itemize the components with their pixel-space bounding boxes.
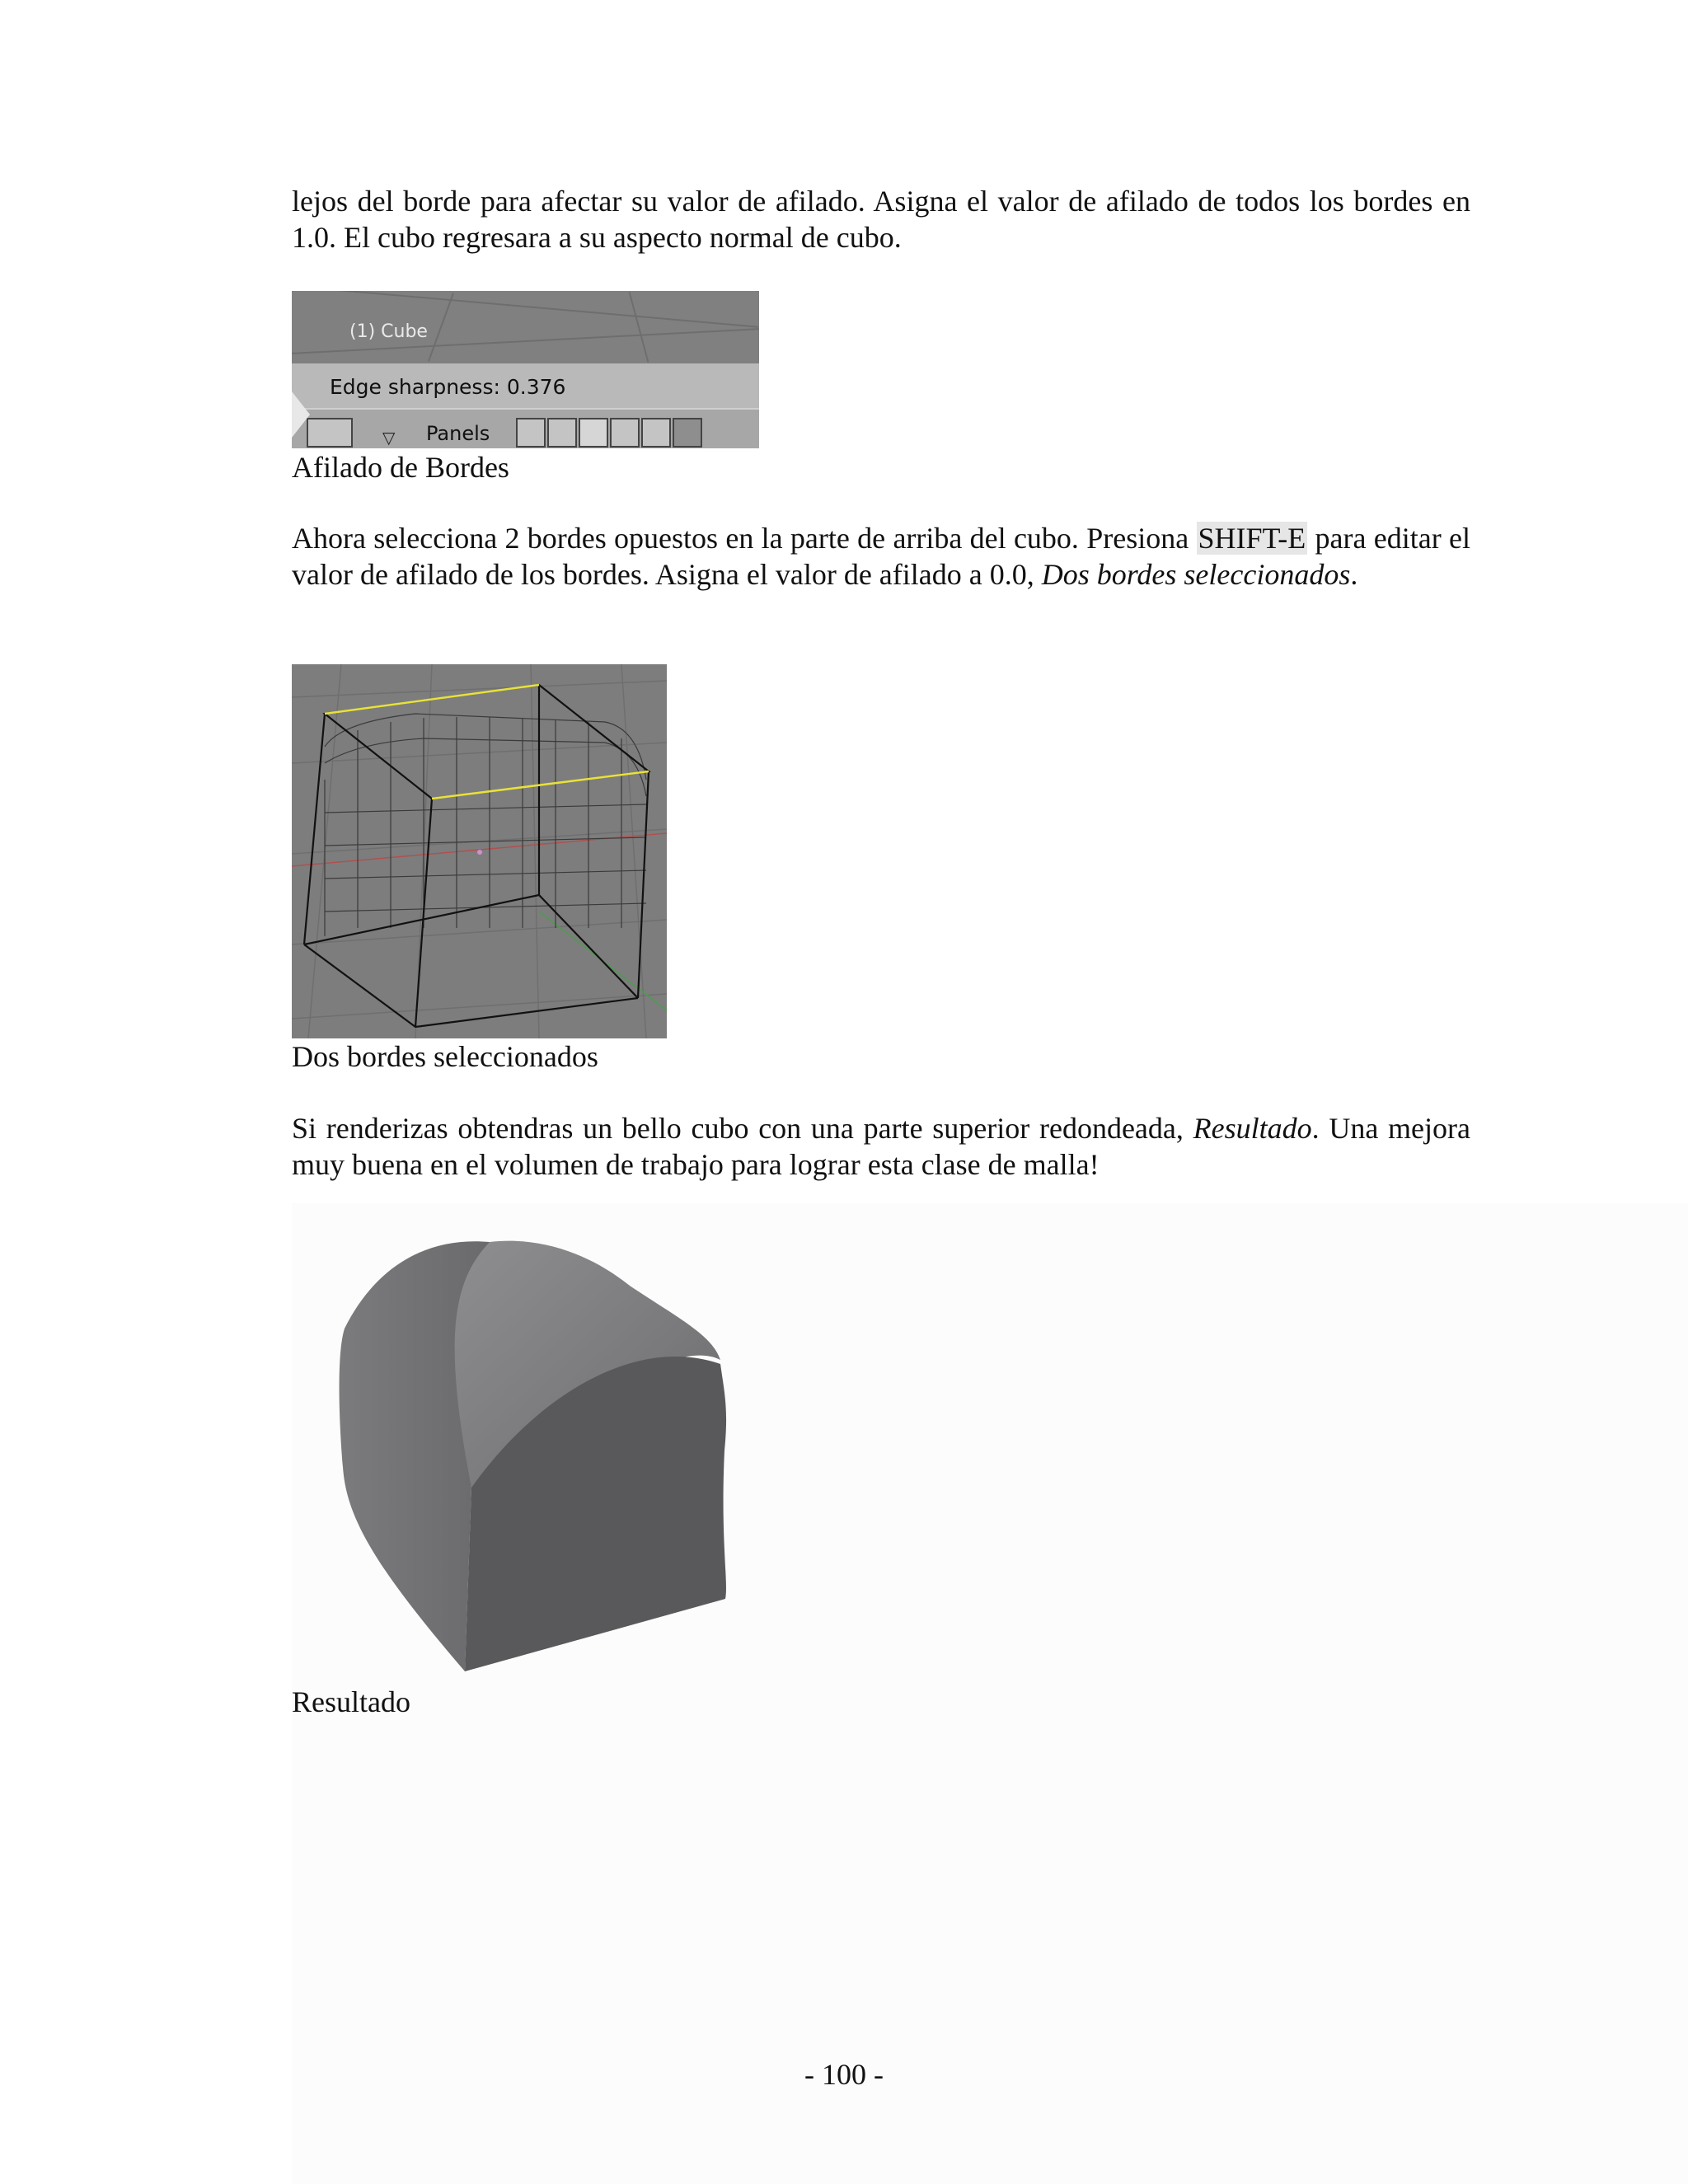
editing-panel-icon[interactable] [641,418,671,448]
collapse-triangle-icon[interactable]: ▽ [382,428,396,448]
paragraph-intro: lejos del borde para afectar su valor de afilado. Asigna el valor de afilado de todos los bordes en 1.0. El cubo regresara a su aspecto normal de cubo. [292,185,1470,254]
window-header [292,408,759,448]
edge-sharpness-readout: Edge sharpness: 0.376 [330,375,566,399]
object-name-label: (1) Cube [349,321,428,342]
logic-panel-icon[interactable] [516,418,546,448]
page-number: - 100 - [804,2058,884,2091]
object-panel-icon[interactable] [610,418,640,448]
window-type-menu-icon[interactable] [307,418,353,448]
paragraph-select-edges: Ahora selecciona 2 bordes opuestos en la parte de arriba del cubo. Presiona SHIFT-E para editar el valor de afilado de los bordes. Asigna el valor de afilado a 0.0, Dos bordes seleccionados. [292,522,1470,591]
paragraph-render-result: Si renderizas obtendras un bello cubo con una parte superior redondeada, Resultado. Una mejora muy buena en el volumen de trabajo para lograr esta clase de malla! [292,1112,1470,1181]
figure-reference: Resultado [1193,1112,1312,1145]
caption-afilado-de-bordes: Afilado de Bordes [292,451,509,484]
script-panel-icon[interactable] [547,418,577,448]
caption-dos-bordes: Dos bordes seleccionados [292,1040,598,1073]
figure-reference: Dos bordes seleccionados [1041,558,1351,591]
scene-panel-icon[interactable] [673,418,702,448]
shading-panel-icon[interactable] [579,418,608,448]
rendered-rounded-cube [292,1203,770,1698]
status-bar [292,363,759,408]
shortcut-key-highlight: SHIFT-E [1198,522,1306,555]
caption-resultado: Resultado [292,1685,410,1718]
edge-sharpness-screenshot [292,291,759,448]
panels-menu-label[interactable]: Panels [426,422,490,445]
wireframe-cube-screenshot [292,664,667,1038]
header-resize-arrow-icon [292,391,310,438]
